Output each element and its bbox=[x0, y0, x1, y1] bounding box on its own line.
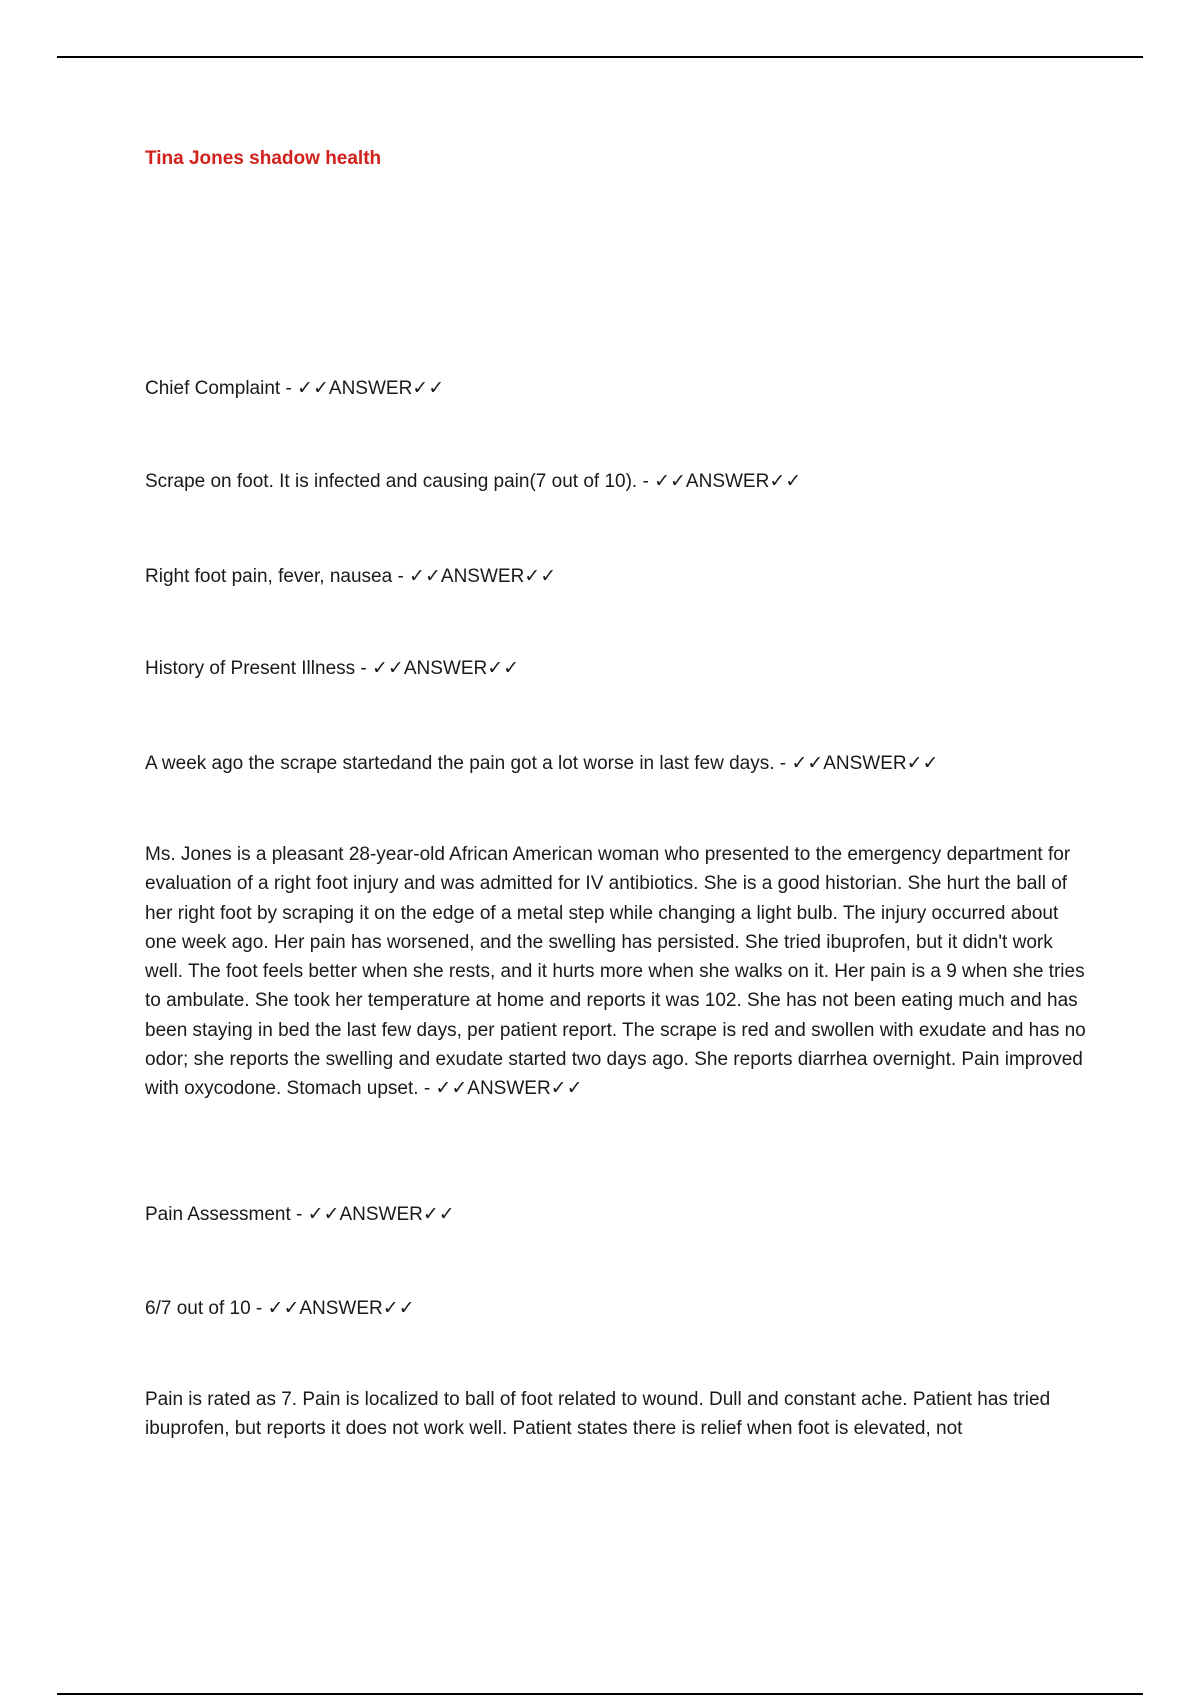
paragraph-symptoms: Right foot pain, fever, nausea - ✓✓ANSWER✓✓ bbox=[145, 566, 557, 587]
paragraph-pain-score: 6/7 out of 10 - ✓✓ANSWER✓✓ bbox=[145, 1298, 415, 1319]
paragraph-pain-description: Pain is rated as 7. Pain is localized to ball of foot related to wound. Dull and constant ache. Patient has tried ibuprofen, but reports it does not work well. Patient states there is relief when foot is elevated, not bbox=[145, 1389, 1051, 1440]
paragraph-hpi-narrative: Ms. Jones is a pleasant 28-year-old African American woman who presented to the emergency department for evaluation of a right foot injury and was admitted for IV antibiotics. She is a good historian. She hurt the ball of her right foot by scraping it on the edge of a metal step while changing a light bulb. The injury occurred about one week ago. Her pain has worsened, and the swelling has persisted. She tried ibuprofen, but it didn't work well. The foot feels better when she rests, and it hurts more when she walks on it. Her pain is a 9 when she tries to ambulate. She took her temperature at home and reports it was 102. She has not been eating much and has been staying in bed the last few days, per patient report. The scrape is red and swollen with exudate and has no odor; she reports the swelling and exudate started two days ago. She reports diarrhea overnight. Pain improved with oxycodone. Stomach upset. - ✓✓ANSWER✓✓ bbox=[145, 844, 1086, 1100]
paragraph-chief-complaint-answer: Scrape on foot. It is infected and causing pain(7 out of 10). - ✓✓ANSWER✓✓ bbox=[145, 471, 802, 492]
top-rule bbox=[57, 56, 1143, 58]
paragraph-pain-assessment-heading: Pain Assessment - ✓✓ANSWER✓✓ bbox=[145, 1204, 455, 1225]
paragraph-chief-complaint-heading: Chief Complaint - ✓✓ANSWER✓✓ bbox=[145, 378, 445, 399]
bottom-rule bbox=[57, 1693, 1143, 1695]
paragraph-hpi-heading: History of Present Illness - ✓✓ANSWER✓✓ bbox=[145, 658, 520, 679]
document-title: Tina Jones shadow health bbox=[145, 148, 382, 169]
paragraph-hpi-summary: A week ago the scrape startedand the pain got a lot worse in last few days. - ✓✓ANSWER✓✓ bbox=[145, 753, 939, 774]
